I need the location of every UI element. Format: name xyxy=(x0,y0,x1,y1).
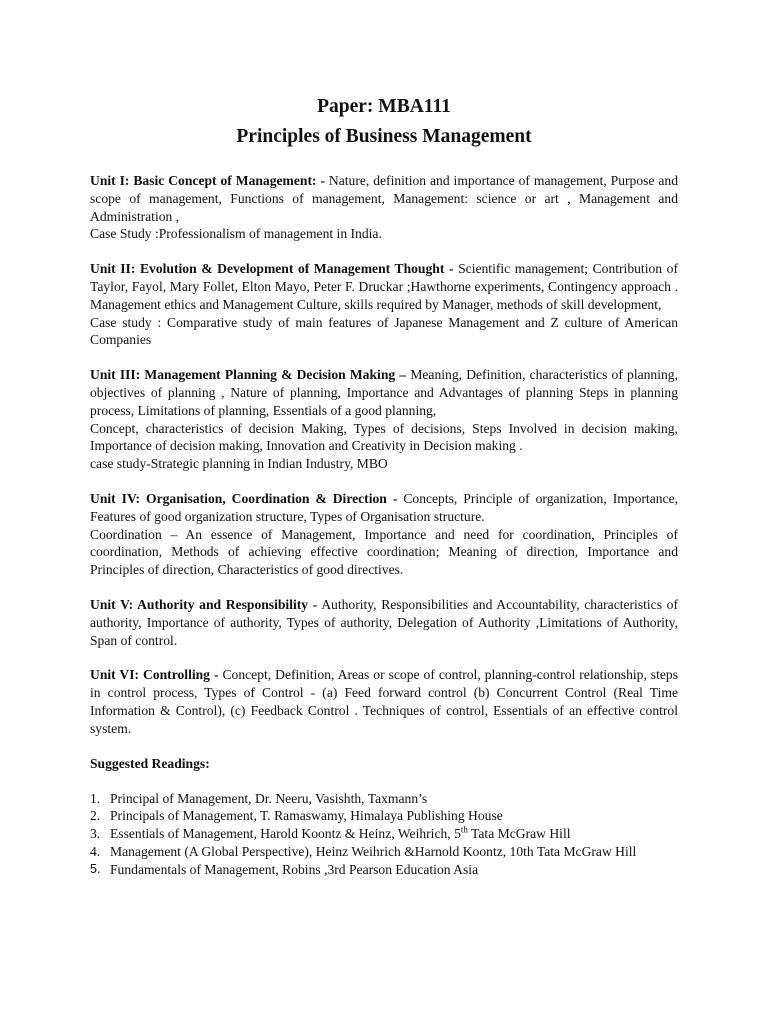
unit-text: Concept, Definition, Areas or scope of control, planning-control relationship, steps in control process, Types of Control - (a) Feed forward control (b) Concurrent Control (Real Time Information & Control), (c) Feedback Control . Techniques of control, Essentials of an effective control system. xyxy=(90,667,678,736)
unit-heading: Unit IV: Organisation, Coordination & Direction - xyxy=(90,490,398,506)
unit-heading: Unit V: Authority and Responsibility - xyxy=(90,596,318,612)
unit-text: Meaning, Definition, characteristics of planning, objectives of planning , Nature of planning, Importance and Advantages of planning Steps in planning process, Limitations of planning, Essentials of a good planning, xyxy=(90,367,678,418)
unit-section xyxy=(90,666,678,737)
unit-heading: Unit III: Management Planning & Decision Making – xyxy=(90,367,407,383)
unit-text-block: Coordination – An essence of Management, Importance and need for coordination, Principles of coordination, Methods of achieving effective coordination; Meaning of direction, Importance and Principles of direction, Characteristics of good directives. xyxy=(90,526,678,578)
reading-item xyxy=(90,843,678,861)
unit-text: Authority, Responsibilities and Accountability, characteristics of authority, Importance of authority, Types of authority, Delegation of Authority ,Limitations of Authority, Span of control. xyxy=(90,596,678,648)
reading-number: 3. xyxy=(90,826,101,842)
readings-list xyxy=(90,790,678,879)
unit-section xyxy=(90,260,678,349)
readings-heading: Suggested Readings: xyxy=(90,755,210,771)
unit-heading: Unit VI: Controlling - xyxy=(90,667,219,683)
reading-text-tail: Tata McGraw Hill xyxy=(467,826,571,842)
reading-text: Principals of Management, T. Ramaswamy, Himalaya Publishing House xyxy=(110,808,503,824)
unit-section xyxy=(90,366,678,473)
unit-paragraph xyxy=(90,596,678,649)
reading-text: Management (A Global Perspective), Heinz Weihrich &Harnold Koontz, 10th Tata McGraw Hill xyxy=(110,843,637,859)
course-title: Principles of Business Management xyxy=(236,126,532,147)
document-page xyxy=(90,92,678,879)
unit-heading: Unit I: Basic Concept of Management: - xyxy=(90,173,325,188)
reading-item xyxy=(90,861,678,879)
unit-section xyxy=(90,172,678,243)
unit-case-study: case study-Strategic planning in Indian Industry, MBO xyxy=(90,456,388,472)
unit-paragraph xyxy=(90,490,678,526)
reading-text: Essentials of Management, Harold Koontz & Heinz, Weihrich, 5 xyxy=(110,826,461,842)
unit-section xyxy=(90,490,678,579)
unit-text: Concepts, Principle of organization, Importance, Features of good organization structure, Types of Organisation structure. xyxy=(90,490,678,524)
reading-item xyxy=(90,825,678,843)
unit-text: Scientific management; Contribution of Taylor, Fayol, Mary Follet, Elton Mayo, Peter F. Druckar ;Hawthorne experiments, Contingency approach . Management ethics and Management Culture, skills required by Manager, methods of skill development, xyxy=(90,261,678,312)
reading-item xyxy=(90,790,678,808)
unit-heading: Unit II: Evolution & Development of Management Thought - xyxy=(90,261,454,277)
unit-case-study: Case study : Comparative study of main features of Japanese Management and Z culture of American Companies xyxy=(90,314,678,348)
title-block xyxy=(90,92,678,152)
reading-number: 2. xyxy=(90,808,101,824)
reading-text: Fundamentals of Management, Robins ,3rd Pearson Education Asia xyxy=(110,861,479,877)
reading-superscript: th xyxy=(460,824,468,835)
unit-paragraph xyxy=(90,172,678,225)
unit-text: Nature, definition and importance of management, Purpose and scope of management, Functions of management, Management: science or art , Management and Administration , xyxy=(90,173,679,224)
unit-paragraph xyxy=(90,260,678,313)
unit-case-study: Case Study :Professionalism of management in India. xyxy=(90,226,382,242)
unit-paragraph xyxy=(90,366,678,419)
unit-text-block: Concept, characteristics of decision Making, Types of decisions, Steps Involved in decision making, Importance of decision making, Innovation and Creativity in Decision making . xyxy=(90,420,678,454)
paper-code: Paper: MBA111 xyxy=(317,96,451,117)
reading-item xyxy=(90,807,678,825)
reading-number: 1. xyxy=(90,790,101,806)
unit-paragraph xyxy=(90,666,678,737)
reading-number: 5. xyxy=(90,861,101,876)
reading-text: Principal of Management, Dr. Neeru, Vasishth, Taxmann’s xyxy=(110,790,428,806)
reading-number: 4. xyxy=(90,843,101,859)
unit-section xyxy=(90,596,678,649)
